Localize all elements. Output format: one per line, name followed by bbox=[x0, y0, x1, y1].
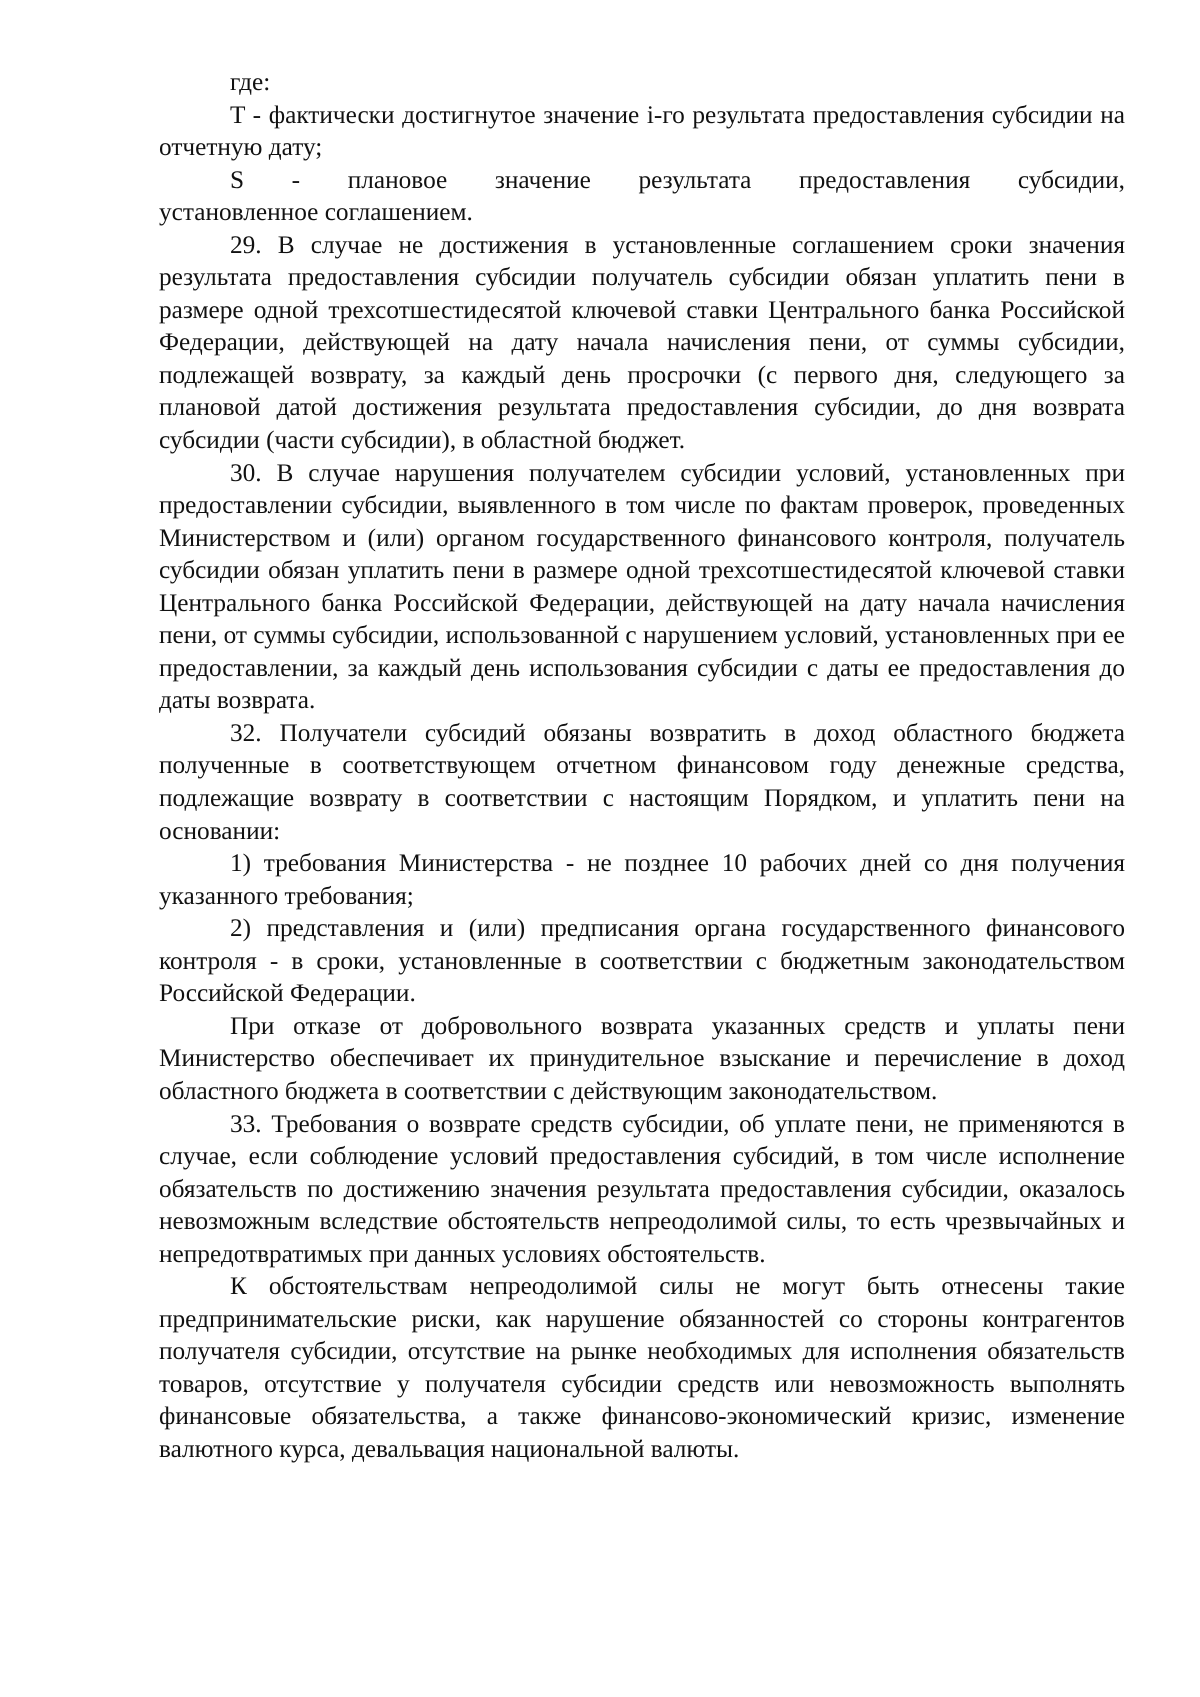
paragraph-30: 30. В случае нарушения получателем субсидии условий, установленных при предоставлении субсидии, выявленного в том числе по фактам проверок, проведенных Министерством и (или) органом государственного финансового контроля, получатель субсидии обязан уплатить пени в размере одной трехсотшестидесятой ключевой ставки Центрального банка Российской Федерации, действующей на дату начала начисления пени, от суммы субсидии, использованной с нарушением условий, установленных при ее предоставлении, за каждый день использования субсидии с даты ее предоставления до даты возврата. bbox=[159, 458, 1125, 715]
paragraph-32-item-1: 1) требования Министерства - не позднее 10 рабочих дней со дня получения указанного требования; bbox=[159, 849, 1125, 910]
paragraph-32: 32. Получатели субсидий обязаны возвратить в доход областного бюджета полученные в соответствующем отчетном финансовом году денежные средства, подлежащие возврату в соответствии с настоящим Порядком, и уплатить пени на основании: bbox=[159, 718, 1125, 845]
paragraph-variable-s: S - плановое значение результата предоставления субсидии, bbox=[230, 165, 1125, 194]
paragraph-variable-t: T - фактически достигнутое значение i-го результата предоставления субсидии на отчетную дату; bbox=[159, 100, 1125, 162]
paragraph-32-item-2: 2) представления и (или) предписания органа государственного финансового контроля - в сроки, установленные в соответствии с бюджетным законодательством Российской Федерации. bbox=[159, 914, 1125, 1008]
paragraph-29: 29. В случае не достижения в установленные соглашением сроки значения результата предоставления субсидии получатель субсидии обязан уплатить пени в размере одной трехсотшестидесятой ключевой ставки Центрального банка Российской Федерации, действующей на дату начала начисления пени, от суммы субсидии, подлежащей возврату, за каждый день просрочки (с первого дня, следующего за плановой датой достижения результата предоставления субсидии, до дня возврата субсидии (части субсидии), в областной бюджет. bbox=[159, 230, 1125, 455]
paragraph-force-majeure: К обстоятельствам непреодолимой силы не могут быть отнесены такие предпринимательские риски, как нарушение обязанностей со стороны контрагентов получателя субсидии, отсутствие на рынке необходимых для исполнения обязательств товаров, отсутствие у получателя субсидии средств или невозможность выполнять финансовые обязательства, а также финансово-экономический кризис, изменение валютного курса, девальвация национальной валюты. bbox=[159, 1272, 1125, 1463]
paragraph-32-refusal: При отказе от добровольного возврата указанных средств и уплаты пени Министерство обеспечивает их принудительное взыскание и перечисление в доход областного бюджета в соответствии с действующим законодательством. bbox=[159, 1011, 1125, 1105]
paragraph-33: 33. Требования о возврате средств субсидии, об уплате пени, не применяются в случае, если соблюдение условий предоставления субсидий, в том числе исполнение обязательств по достижению значения результата предоставления субсидии, оказалось невозможным вследствие обстоятельств непреодолимой силы, то есть чрезвычайных и непредотвратимых при данных условиях обстоятельств. bbox=[159, 1109, 1125, 1268]
paragraph-where: где: bbox=[230, 68, 271, 96]
paragraph-variable-s-continuation: установленное соглашением. bbox=[159, 198, 473, 227]
document-page bbox=[159, 66, 1125, 1466]
